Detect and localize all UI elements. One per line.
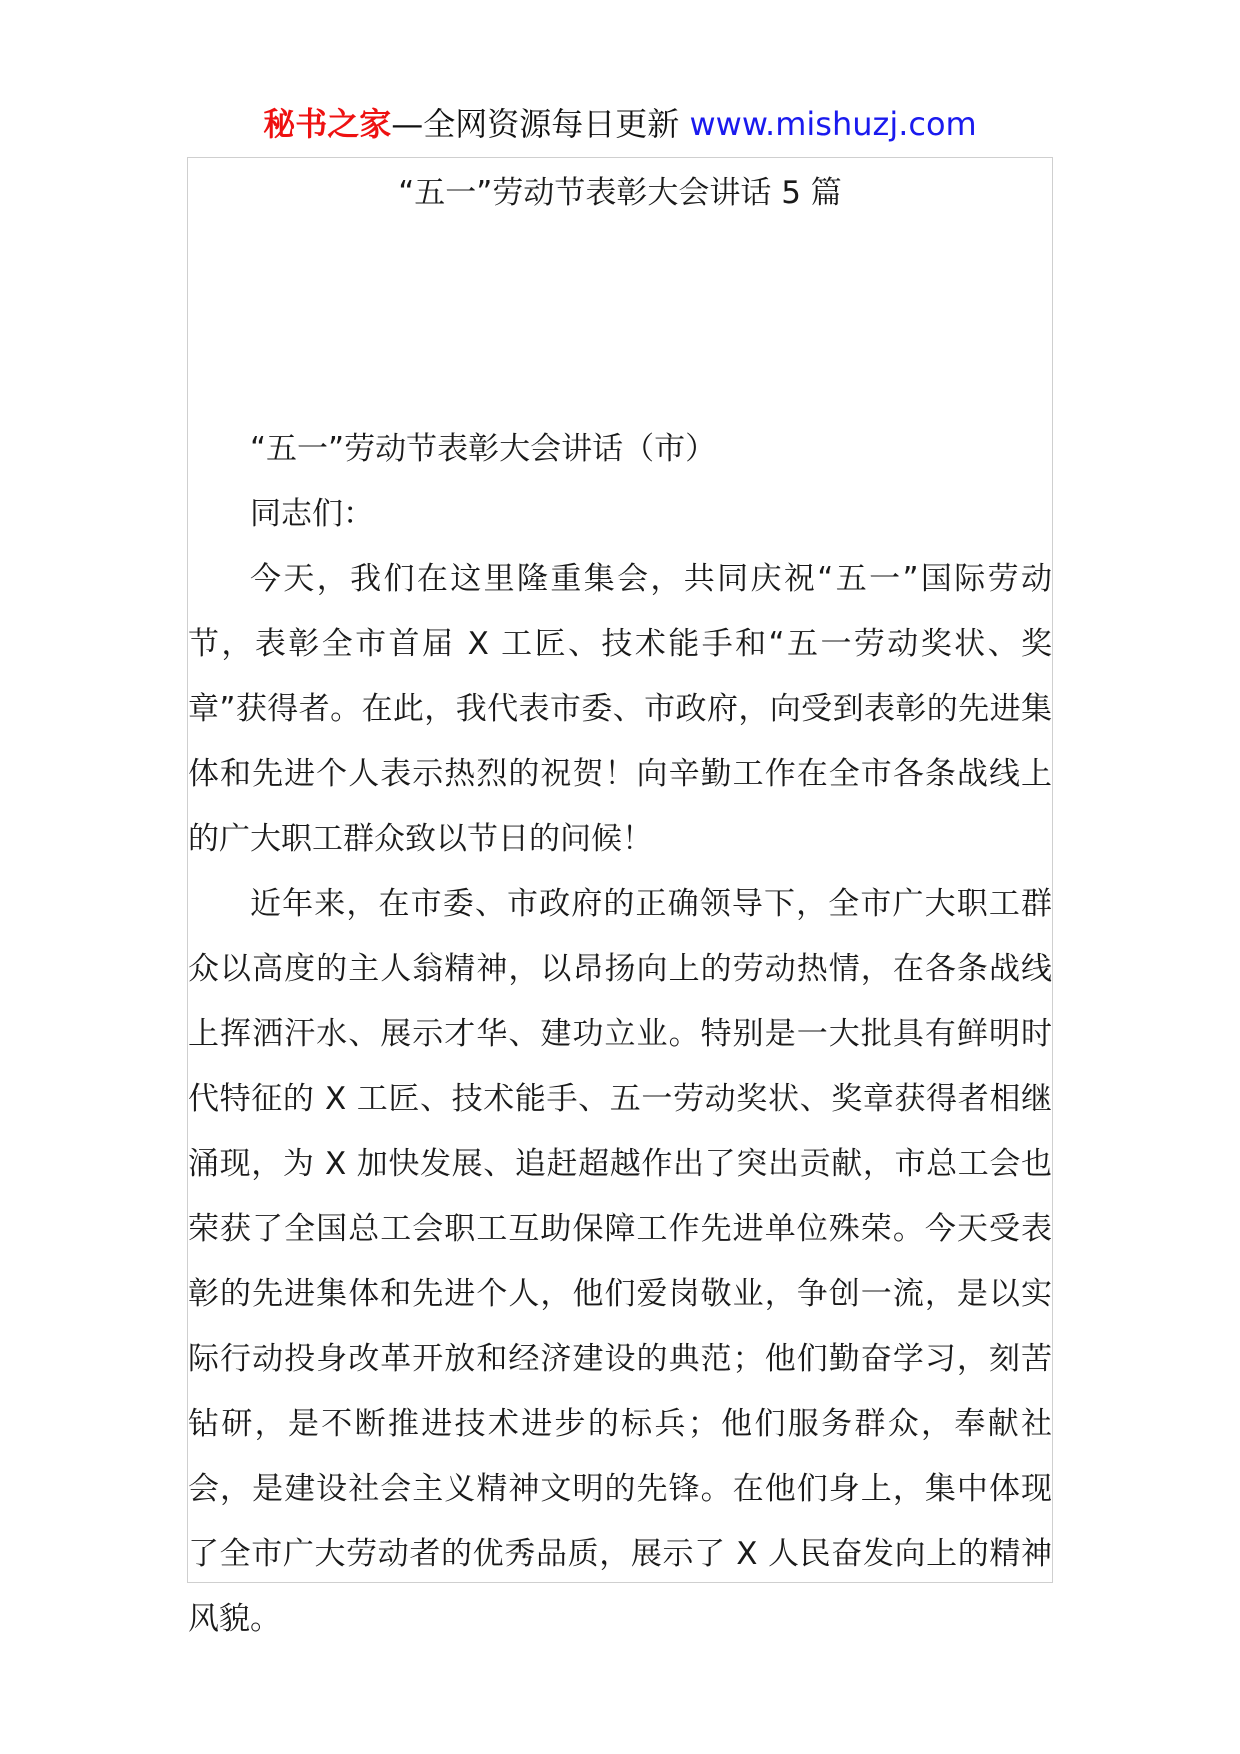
salutation: 同志们： xyxy=(250,496,374,532)
site-url-link[interactable]: www.mishuzj.com xyxy=(689,105,977,143)
site-tagline: —全网资源每日更新 xyxy=(391,105,680,143)
speech-heading: “五一”劳动节表彰大会讲话（市） xyxy=(250,431,717,467)
body-paragraph: 近年来，在市委、市政府的正确领导下，全市广大职工群众以高度的主人翁精神，以昂扬向上的劳动热情，在各条战线上挥洒汗水、展示才华、建功立业。特别是一大批具有鲜明时代特征的 X 工匠、技术能手、五一劳动奖状、奖章获得者相继涌现，为 X 加快发展、追赶超越作出了突出贡献，市总工会也荣获了全国总工会职工互助保障工作先进单位殊荣。今天受表彰的先进集体和先进个人，他们爱岗敬业，争创一流，是以实际行动投身改革开放和经济建设的典范；他们勤奋学习，刻苦钻研，是不断推进技术进步的标兵；他们服务群众，奉献社会，是建设社会主义精神文明的先锋。在他们身上，集中体现了全市广大劳动者的优秀品质，展示了 X 人民奋发向上的精神风貌。 xyxy=(188,886,1052,1637)
site-brand: 秘书之家 xyxy=(263,105,392,143)
document-body xyxy=(188,417,1052,1652)
body-paragraph: 今天，我们在这里隆重集会，共同庆祝“五一”国际劳动节，表彰全市首届 X 工匠、技术能手和“五一劳动奖状、奖章”获得者。在此，我代表市委、市政府，向受到表彰的先进集体和先进个人表示热烈的祝贺！向辛勤工作在全市各条战线上的广大职工群众致以节日的问候！ xyxy=(188,561,1052,857)
site-header xyxy=(0,102,1240,146)
document-title: “五一”劳动节表彰大会讲话 5 篇 xyxy=(398,175,842,211)
